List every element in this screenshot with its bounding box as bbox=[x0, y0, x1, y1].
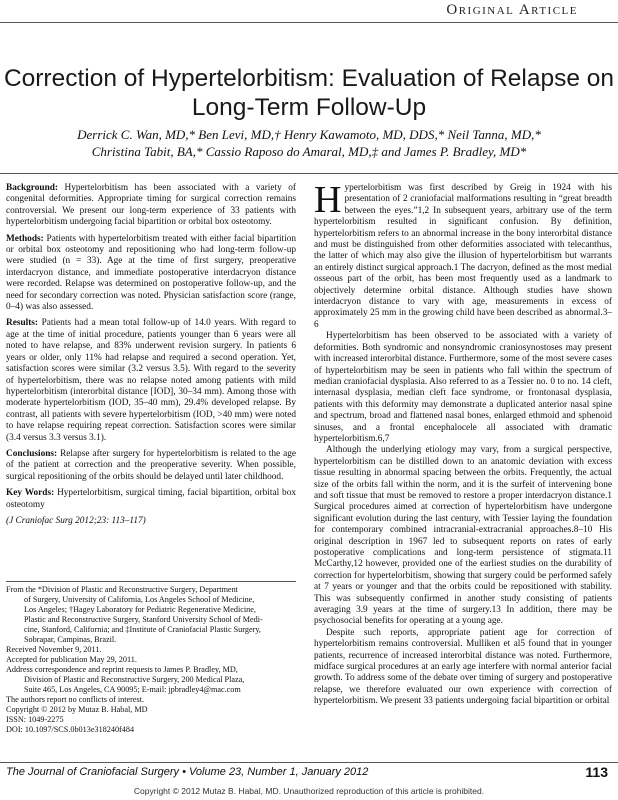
abstract-keywords bbox=[6, 488, 296, 511]
author-line-2: Christina Tabit, BA,* Cassio Raposo do Amaral, MD,‡ and James P. Bradley, MD* bbox=[91, 144, 527, 159]
abstract bbox=[6, 183, 296, 532]
copyright-notice: Copyright © 2012 Mutaz B. Habal, MD. Unauthorized reproduction of this article is prohibited. bbox=[133, 786, 485, 796]
body-paragraph-4: Despite such reports, appropriate patient age for correction of hypertelorbitism remains controversial. Mulliken et al5 found that in younger patients, recurrence of increased interorbital distance was noted. Furthermore, midface surgical procedures at an early age interfere with normal anterior facial growth. To address some of the debate over timing of surgery and postoperative relapse, we therefore evaluated our own experience with correction of hypertelorbitism. We present 33 patients undergoing facial bipartition or orbital bbox=[314, 627, 612, 707]
journal-footer: The Journal of Craniofacial Surgery • Volume 23, Number 1, January 2012 bbox=[6, 766, 369, 778]
keywords-label: Key Words: bbox=[6, 488, 55, 499]
results-text: Patients had a mean total follow-up of 14.0 years. With regard to age at the time of initial procedure, patients younger than 6 years were all noted to have relapse, and 83% underwent revision surgery. In patients 6 years or older, only 11% had relapse and required a second operation. Yet, satisfaction scores were similar (3.2 versus 3.5). With regard to the severity of hypertelorbitism, there was no relapse noted among patients with mild hypertelorbitism (interorbital distance [IOD], 30–34 mm). Among those with moderate hypertelorbitism (IOD, 35–40 mm), 29.4% developed relapse. By contrast, all patients with severe hypertelorbitism (IOD, >40 mm) were noted to have relapse requiring repeat correction. Satisfaction scores were similar (3.4 versus 3.3 versus 3.1). bbox=[6, 318, 296, 443]
abstract-rule bbox=[0, 173, 618, 174]
abstract-methods bbox=[6, 234, 296, 314]
abstract-conclusions bbox=[6, 449, 296, 483]
body-paragraph-1: Hypertelorbitism was first described by Greig in 1924 with his presentation of 2 craniofacial malformations resulting in “great breadth between the eyes.”1,2 In subsequent years, arbitrary use of the term hypertelorbitism resulted in significant confusion. By definition, hypertelorbitism refers to an abnormal increase in the bony interorbital distance and must be distinguished from other deformities associated with telecanthus, the latter of which may also give the illusion of hypertelorbitism but warrants an entirely distinct surgical approach.1 The dacryon, defined as the most medial osseous part of the orbit, has been most frequently used as a landmark to objectively determine orbital distance. Although studies have shown interdacryon distance to vary with age, measurements in excess of approximately 25 mm in the growing child have been described as abnormal.3–6 bbox=[314, 179, 612, 330]
body-paragraph-3: Although the underlying etiology may vary, from a surgical perspective, hypertelorbitism can be distilled down to an anatomic deviation with excess tissue resulting in abnormal spacing between the orbits. Frequently, the actual size of the orbits fall within the norm, and it is the surfeit of intervening bone and soft tissue that must be removed to restore a proper interdacryon distance.1 Surgical procedures aimed at correction of hypertelorbitism have undergone significant evolution during the last century, with Tessier laying the foundation for contemporary combined intracranial-extracranial approaches.8–10 His original description in 1967 led to subsequent reports on rates of early postoperative complications and long-term persistence of stigmata.11 McCarthy,12 however, provided one of the earliest studies on the durability of correction for hypertelorbitism, showing that surgery could be performed safely at 7 years or younger and that the orbits could be repositioned with stability. This was subsequently confirmed in another study consisting of patients averaging 3.9 years at the time of surgery.13 In addition, there may be psychosocial benefits for operating at a young age. bbox=[314, 445, 612, 627]
top-rule bbox=[0, 22, 618, 23]
affiliation-line: Los Angeles; †Hagey Laboratory for Pediatric Regenerative Medicine, bbox=[24, 605, 256, 614]
affiliation-line: of Surgery, University of California, Los Angeles School of Medicine, bbox=[24, 595, 255, 604]
abstract-background bbox=[6, 183, 296, 229]
body-paragraph-2: Hypertelorbitism has been observed to be associated with a variety of deformities. Both syndromic and nonsyndromic craniosynostoses may present with increased interorbital distance. Furthermore, some of the most severe cases of hypertelorbitism may be seen in patients who fall within the spectrum of median craniofacial dysplasia. Also referred to as a Tessier no. 0 to no. 14 cleft, internasal dysplasia, median cleft face syndrome, or frontonasal dysplasia, patients with this deformity may demonstrate a duplicated anterior nasal spine and spectrum, broad and flattened nasal bones, enlarged ethmoid and sphenoid sinuses, and a frontal encephalocele all associated with dramatic hypertelorbitism.6,7 bbox=[314, 331, 612, 444]
drop-cap: H bbox=[314, 179, 342, 221]
affiliation-line: From the *Division of Plastic and Reconstructive Surgery, Department bbox=[6, 585, 238, 594]
results-label: Results: bbox=[6, 318, 39, 329]
section-label: Original Article bbox=[446, 2, 578, 18]
background-text: Hypertelorbitism has been associated with a variety of congenital deformities. Appropriate timing for surgical correction remains controversial. We present our long-term experience of 33 patients with hypertelorbitism undergoing facial bipartition or orbital box osteotomy. bbox=[6, 183, 296, 228]
footer-rule bbox=[0, 762, 618, 763]
received-date: Received November 9, 2011. bbox=[6, 645, 102, 654]
issn: ISSN: 1049-2275 bbox=[6, 715, 64, 724]
page-number: 113 bbox=[585, 764, 608, 780]
correspondence-line: Division of Plastic and Reconstructive Surgery, 200 Medical Plaza, bbox=[24, 675, 245, 684]
affiliation-line: Sobrapar, Campinas, Brazil. bbox=[24, 635, 117, 644]
affiliations-block bbox=[6, 585, 298, 735]
conclusions-text: Relapse after surgery for hypertelorbitism is related to the age of the patient at correction and the preoperative severity. When possible, surgical repositioning of the orbits should be delayed until later childhood. bbox=[6, 448, 296, 482]
article-title: Correction of Hypertelorbitism: Evaluation of Relapse on Long-Term Follow-Up bbox=[3, 65, 615, 121]
conclusions-label: Conclusions: bbox=[6, 448, 58, 459]
doi: DOI: 10.1097/SCS.0b013e318240f484 bbox=[6, 725, 135, 734]
affiliation-rule bbox=[6, 581, 296, 582]
keywords-text: Hypertelorbitism, surgical timing, facial bipartition, orbital box osteotomy bbox=[6, 488, 296, 510]
abstract-results bbox=[6, 318, 296, 443]
methods-label: Methods: bbox=[6, 233, 44, 244]
methods-text: Patients with hypertelorbitism treated with either facial bipartition or orbital box osteotomy and repositioning who had long-term follow-up were studied (n = 33). Age at the time of first surgery, preoperative interdacryon distance, and immediate postoperative interdacryon distance were recorded. Relapse was determined on postoperative follow-up, and the need for secondary correction was noted. Physician satisfaction score (range, 0–4) was also assessed. bbox=[6, 233, 297, 313]
affiliation-line: cine, Stanford, California; and ‡Institute of Craniofacial Plastic Surgery, bbox=[24, 625, 261, 634]
correspondence-line: Address correspondence and reprint requests to James P. Bradley, MD, bbox=[6, 665, 238, 674]
citation: (J Craniofac Surg 2012;23: 113–117) bbox=[6, 515, 146, 526]
author-list bbox=[20, 126, 598, 160]
body-column bbox=[314, 179, 612, 708]
correspondence-line: Suite 465, Los Angeles, CA 90095; E-mail: jpbradley4@mac.com bbox=[24, 685, 241, 694]
author-line-1: Derrick C. Wan, MD,* Ben Levi, MD,† Henry Kawamoto, MD, DDS,* Neil Tanna, MD,* bbox=[77, 127, 541, 142]
background-label: Background: bbox=[6, 183, 59, 193]
affiliation-line: Plastic and Reconstructive Surgery, Stanford University School of Medi- bbox=[24, 615, 263, 624]
conflicts-statement: The authors report no conflicts of interest. bbox=[6, 695, 145, 704]
copyright-line: Copyright © 2012 by Mutaz B. Habal, MD bbox=[6, 705, 148, 714]
accepted-date: Accepted for publication May 29, 2011. bbox=[6, 655, 137, 664]
